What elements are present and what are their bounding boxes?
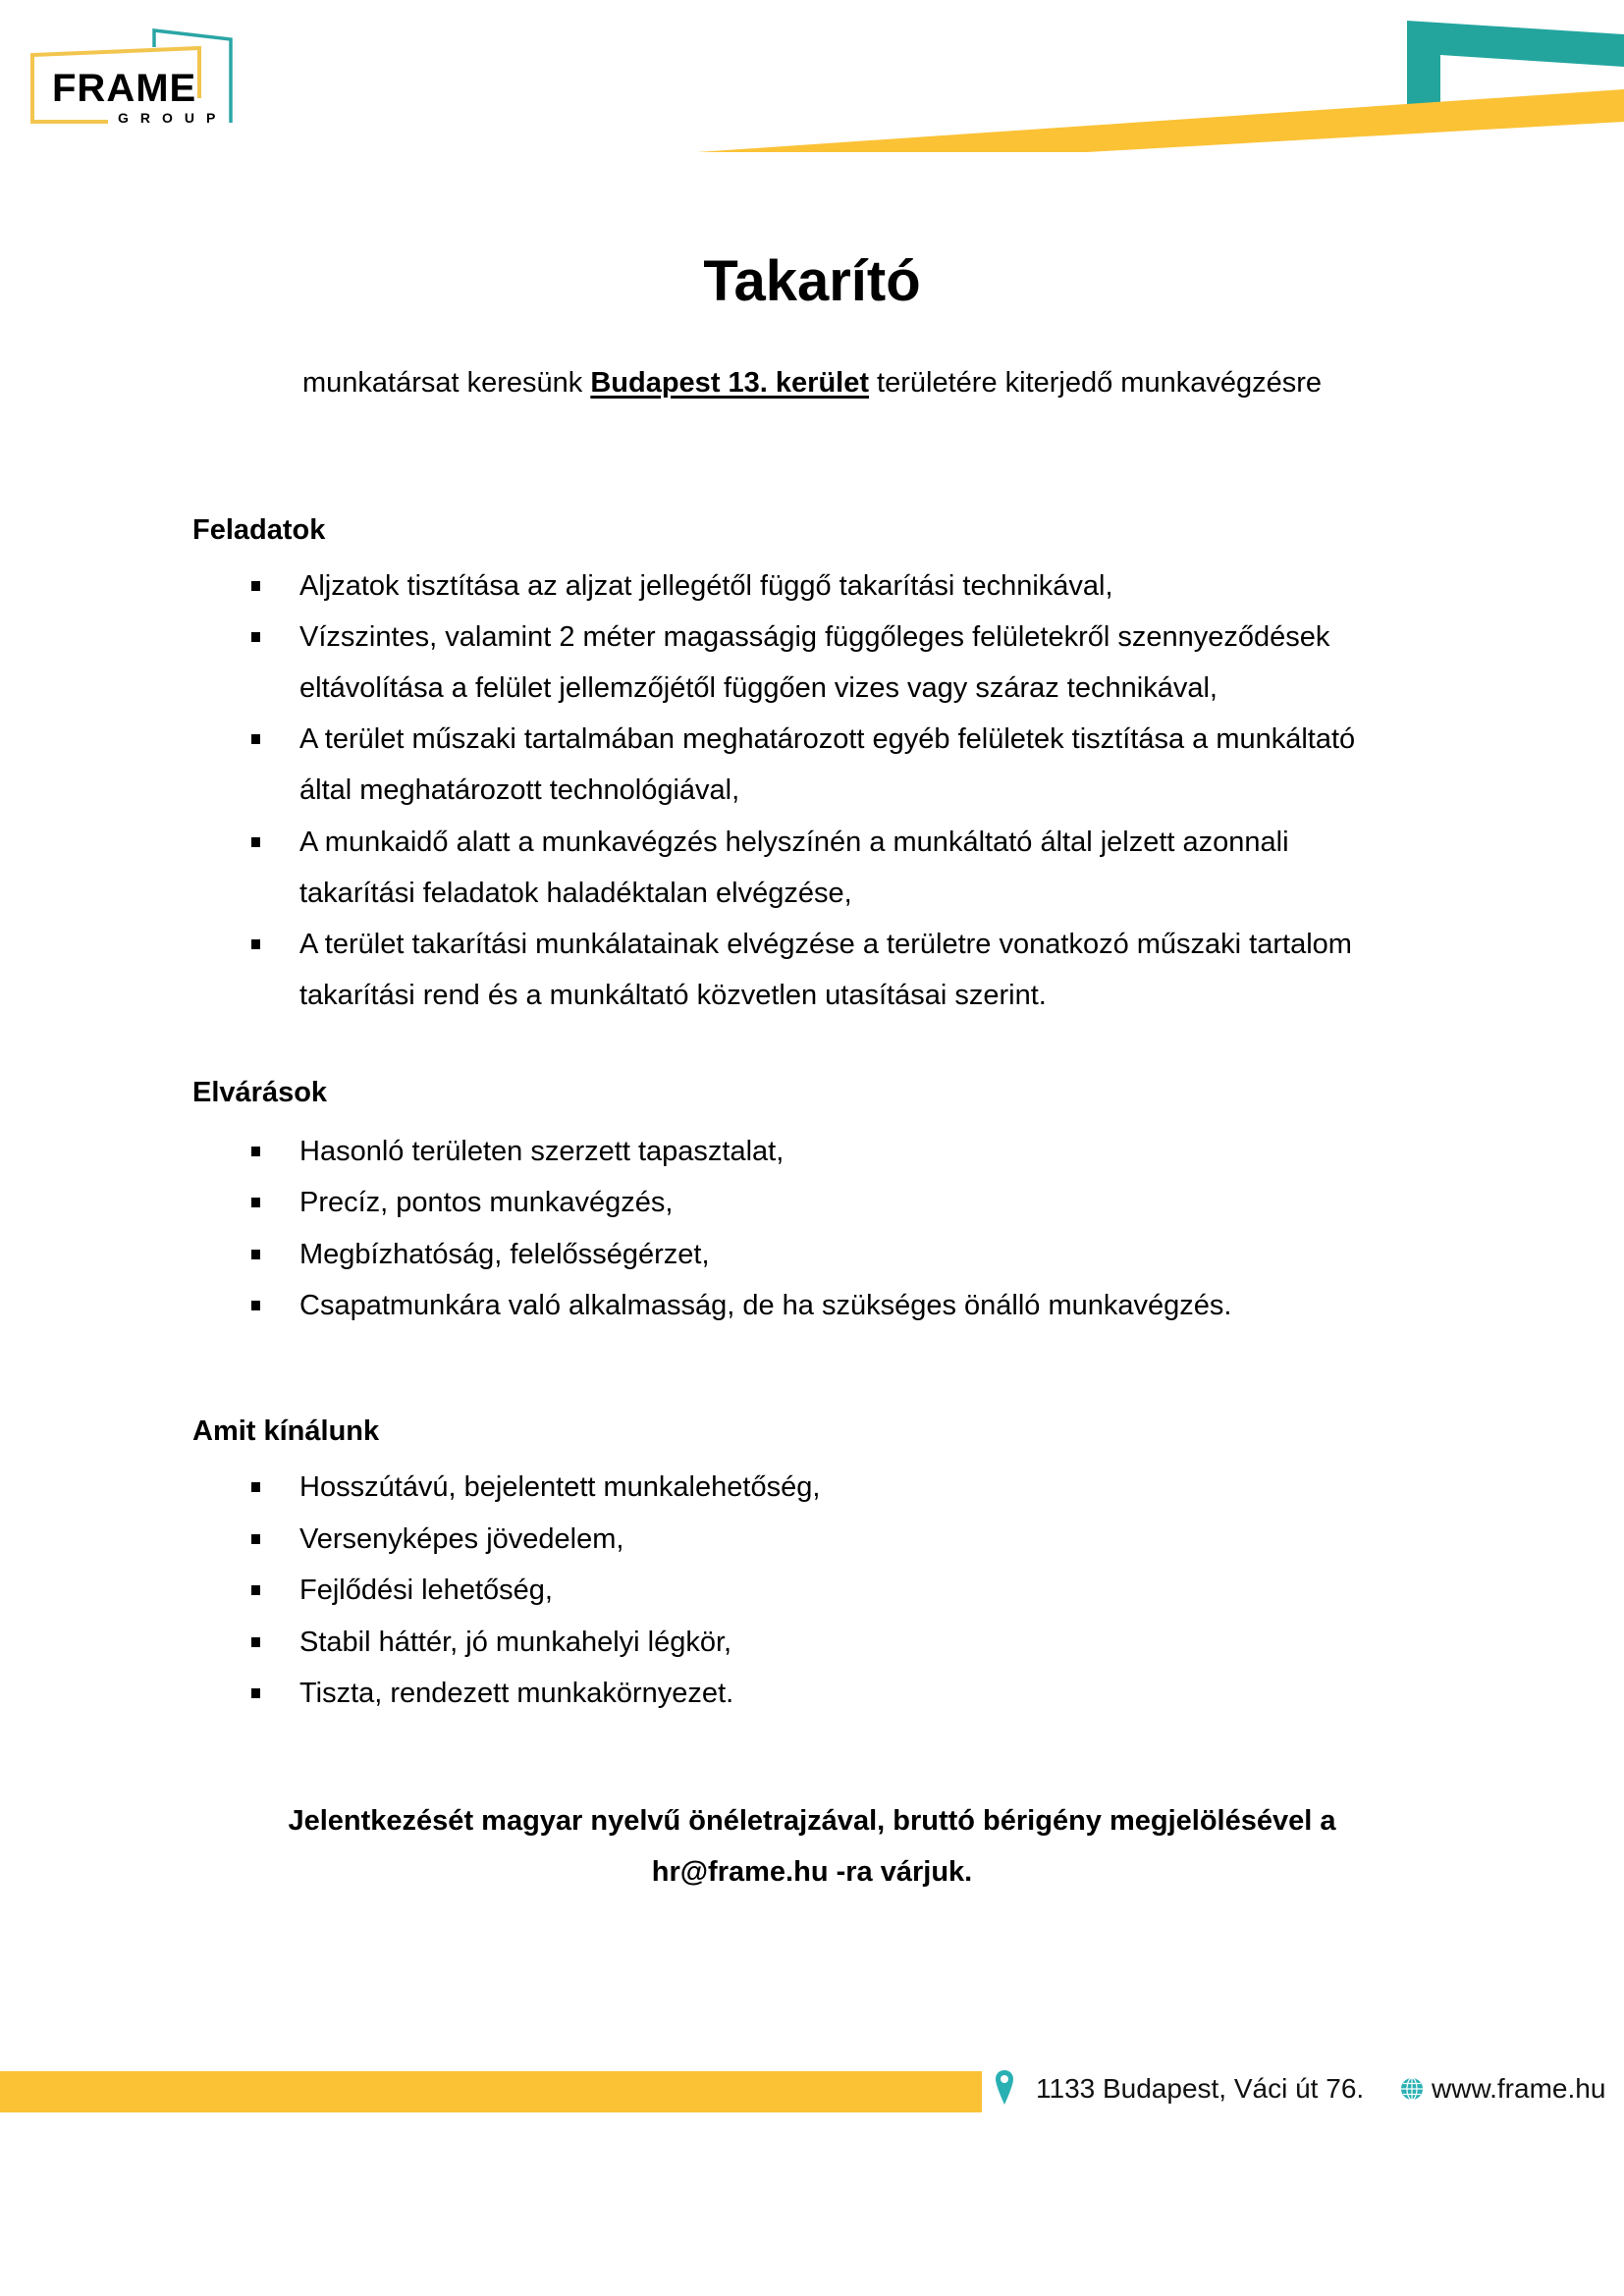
section-heading-amit-kinalunk: Amit kínálunk xyxy=(192,1415,380,1447)
logo-wordmark: FRAME xyxy=(52,67,197,110)
closing-line-1: Jelentkezését magyar nyelvű önéletrajzával, bruttó bérigény megjelölésével a xyxy=(288,1805,1336,1837)
list-item: Vízszintes, valamint 2 méter magasságig függőleges felületekről szennyeződések xyxy=(299,621,1330,653)
bullet-icon xyxy=(251,1250,260,1259)
footer-website-link[interactable]: www.frame.hu xyxy=(1432,2073,1606,2104)
location-highlight: Budapest 13. kerület xyxy=(590,367,869,399)
bullet-icon xyxy=(251,632,260,642)
subtitle-prefix: munkatársat keresünk xyxy=(301,367,591,399)
header-decoration xyxy=(0,0,1624,167)
footer-yellow-bar xyxy=(0,2071,982,2112)
list-item-continuation: eltávolítása a felület jellemzőjétől függően vizes vagy száraz technikával, xyxy=(299,672,1218,704)
list-item: Hasonló területen szerzett tapasztalat, xyxy=(299,1136,785,1167)
subtitle xyxy=(0,363,1624,402)
bullet-icon xyxy=(251,1198,260,1207)
list-item: Aljzatok tisztítása az aljzat jellegétől függő takarítási technikával, xyxy=(299,570,1113,602)
list-item: Hosszútávú, bejelentett munkalehetőség, xyxy=(299,1471,821,1503)
list-item: A munkaidő alatt a munkavégzés helyszínén a munkáltató által jelzett azonnali xyxy=(299,827,1289,858)
bullet-icon xyxy=(251,939,260,949)
teal-frame-shape xyxy=(1407,21,1624,106)
logo-subtitle: GROUP xyxy=(114,110,227,126)
bullet-icon xyxy=(251,1482,260,1492)
list-item: Stabil háttér, jó munkahelyi légkör, xyxy=(299,1627,732,1658)
yellow-slash-band xyxy=(697,89,1624,152)
globe-icon xyxy=(1400,2077,1424,2101)
footer-address: 1133 Budapest, Váci út 76. xyxy=(1036,2073,1365,2104)
section-heading-elvarasok: Elvárások xyxy=(192,1077,328,1108)
list-item: A terület takarítási munkálatainak elvégzése a területre vonatkozó műszaki tartalom xyxy=(299,929,1352,960)
list-item: Fejlődési lehetőség, xyxy=(299,1575,553,1606)
closing-line-2: hr@frame.hu -ra várjuk. xyxy=(651,1856,973,1888)
list-item-continuation: takarítási feladatok haladéktalan elvégzése, xyxy=(299,878,852,909)
frame-group-logo xyxy=(29,26,238,128)
bullet-icon xyxy=(251,1534,260,1544)
list-item-continuation: takarítási rend és a munkáltató közvetlen utasításai szerint. xyxy=(299,980,1047,1011)
section-heading-feladatok: Feladatok xyxy=(192,514,326,546)
list-item: A terület műszaki tartalmában meghatározott egyéb felületek tisztítása a munkáltató xyxy=(299,723,1356,755)
bullet-icon xyxy=(251,734,260,744)
list-item: Tiszta, rendezett munkakörnyezet. xyxy=(299,1678,734,1709)
bullet-icon xyxy=(251,1585,260,1595)
page-title: Takarító xyxy=(703,249,921,313)
map-pin-icon xyxy=(995,2069,1014,2107)
subtitle-suffix: területére kiterjedő munkavégzésre xyxy=(869,367,1323,399)
list-item: Csapatmunkára való alkalmasság, de ha szükséges önálló munkavégzés. xyxy=(299,1290,1232,1321)
bullet-icon xyxy=(251,837,260,847)
list-item: Precíz, pontos munkavégzés, xyxy=(299,1187,674,1218)
bullet-icon xyxy=(251,1688,260,1698)
list-item-continuation: által meghatározott technológiával, xyxy=(299,774,740,806)
bullet-icon xyxy=(251,581,260,591)
list-item: Versenyképes jövedelem, xyxy=(299,1523,624,1555)
bullet-icon xyxy=(251,1637,260,1647)
bullet-icon xyxy=(251,1147,260,1156)
list-item: Megbízhatóság, felelősségérzet, xyxy=(299,1239,710,1270)
bullet-icon xyxy=(251,1301,260,1310)
